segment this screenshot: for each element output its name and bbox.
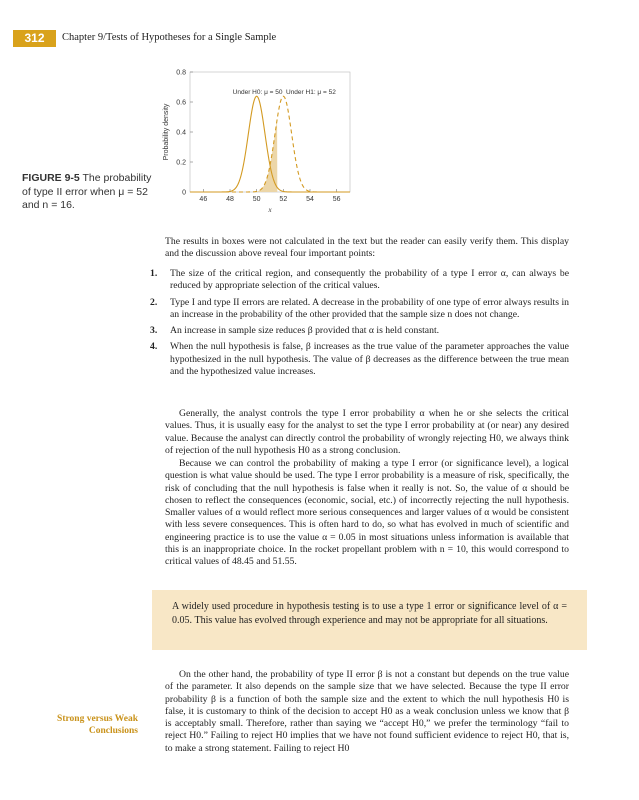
paragraph-type-ii xyxy=(165,669,569,755)
list-item xyxy=(150,341,569,378)
x-tick-label: 52 xyxy=(279,196,288,203)
margin-note: Strong versus Weak Conclusions xyxy=(57,714,138,736)
list-item-text: When the null hypothesis is false, β increases as the true value of the parameter approaches the value hypothesized in the null hypothesis. The value of β decreases as the difference between the true mean and the hypothesized value increases. xyxy=(170,341,569,378)
y-tick-label: 0.2 xyxy=(176,159,186,167)
list-item xyxy=(150,297,569,322)
figure-caption-text: The probability of type II error when μ = 52 and n = 16. xyxy=(22,172,152,211)
y-axis-label: Probability density xyxy=(163,103,170,161)
points-list xyxy=(150,268,569,382)
x-tick-label: 46 xyxy=(199,196,208,203)
y-tick-label: 0.6 xyxy=(176,99,186,107)
paragraph-1: Generally, the analyst controls the type I error probability α when he or she selects the critical values. Thus, it is usually easy for the analyst to set the type I error probability at (or near) any desired value. Because the analyst can directly control the probability of wrongly rejecting H0, we always think of rejection of the null hypothesis H0 as a strong conclusion. xyxy=(165,408,569,456)
type-ii-error-chart xyxy=(160,60,360,220)
list-item-text: An increase in sample size reduces β provided that α is held constant. xyxy=(170,325,440,337)
paragraph-2: Because we can control the probability of making a type I error (or significance level), a logical question is what value should be used. The type I error probability is a measure of risk, specifically, the risk of concluding that the null hypothesis is false when it really is not. So, the value of α should be chosen to reflect the consequences (economic, social, etc.) of incorrectly rejecting the null hypothesis. Smaller values of α would reflect more serious consequences and larger values of α would be consistent with less severe consequences. This is often hard to do, so what has evolved in much of scientific and engineering practice is to use the value α = 0.05 in most situations unless information is available that this is an inappropriate choice. In the rocket propellant problem with n = 10, this would correspond to critical values of 48.45 and 51.55. xyxy=(165,458,569,568)
figure-label: FIGURE 9-5 xyxy=(22,172,80,184)
y-tick-label: 0.8 xyxy=(176,69,186,77)
x-tick-label: 56 xyxy=(332,196,341,203)
list-item-number: 4. xyxy=(150,341,158,353)
page-number: 312 xyxy=(13,30,56,47)
list-item-number: 3. xyxy=(150,325,158,337)
list-item-text: The size of the critical region, and consequently the probability of a type I error α, can always be reduced by appropriate selection of the critical values. xyxy=(170,268,569,292)
legend-h1: Under H1: μ = 52 xyxy=(286,89,336,96)
y-tick-label: 0 xyxy=(182,189,186,197)
paragraph-3: On the other hand, the probability of type II error β is not a constant but depends on the true value of the parameter. It also depends on the sample size that we have selected. Because the type II error probability β is a function of both the sample size and the extent to which the null hypothesis H0 is false, it is customary to think of the decision to accept H0 as a weak conclusion unless we know that β is acceptably small. Therefore, rather than saying we “accept H0,” we prefer the terminology “fail to reject H0.” Failing to reject H0 implies that we have not found sufficient evidence to reject H0, that is, to make a strong statement. Failing to reject H0 xyxy=(165,669,569,754)
list-item xyxy=(150,325,569,337)
list-item-number: 2. xyxy=(150,296,158,308)
x-axis-label: x xyxy=(268,206,272,214)
figure-caption xyxy=(22,172,152,213)
paragraph-significance xyxy=(165,458,569,569)
x-tick-label: 54 xyxy=(306,196,314,203)
x-tick-label: 48 xyxy=(226,196,234,203)
intro-text: The results in boxes were not calculated in the text but the reader can easily verify them. This display and the discussion above reveal four important points: xyxy=(165,236,569,260)
list-item-number: 1. xyxy=(150,268,158,279)
list-item-text: Type I and type II errors are related. A decrease in the probability of one type of error always results in an increase in the probability of the other provided that the sample size n does not change. xyxy=(170,296,569,320)
x-tick-label: 50 xyxy=(252,196,261,203)
key-point-text: A widely used procedure in hypothesis testing is to use a type 1 error or significance level of α = 0.05. This value has evolved through experience and may not be appropriate for all situations. xyxy=(172,601,567,626)
legend-h0: Under H0: μ = 50 xyxy=(232,89,283,96)
list-item xyxy=(150,268,569,293)
paragraph-generally xyxy=(165,408,569,457)
intro-paragraph xyxy=(165,236,569,261)
y-tick-label: 0.4 xyxy=(176,129,186,137)
chapter-title: Chapter 9/Tests of Hypotheses for a Single Sample xyxy=(62,32,277,43)
